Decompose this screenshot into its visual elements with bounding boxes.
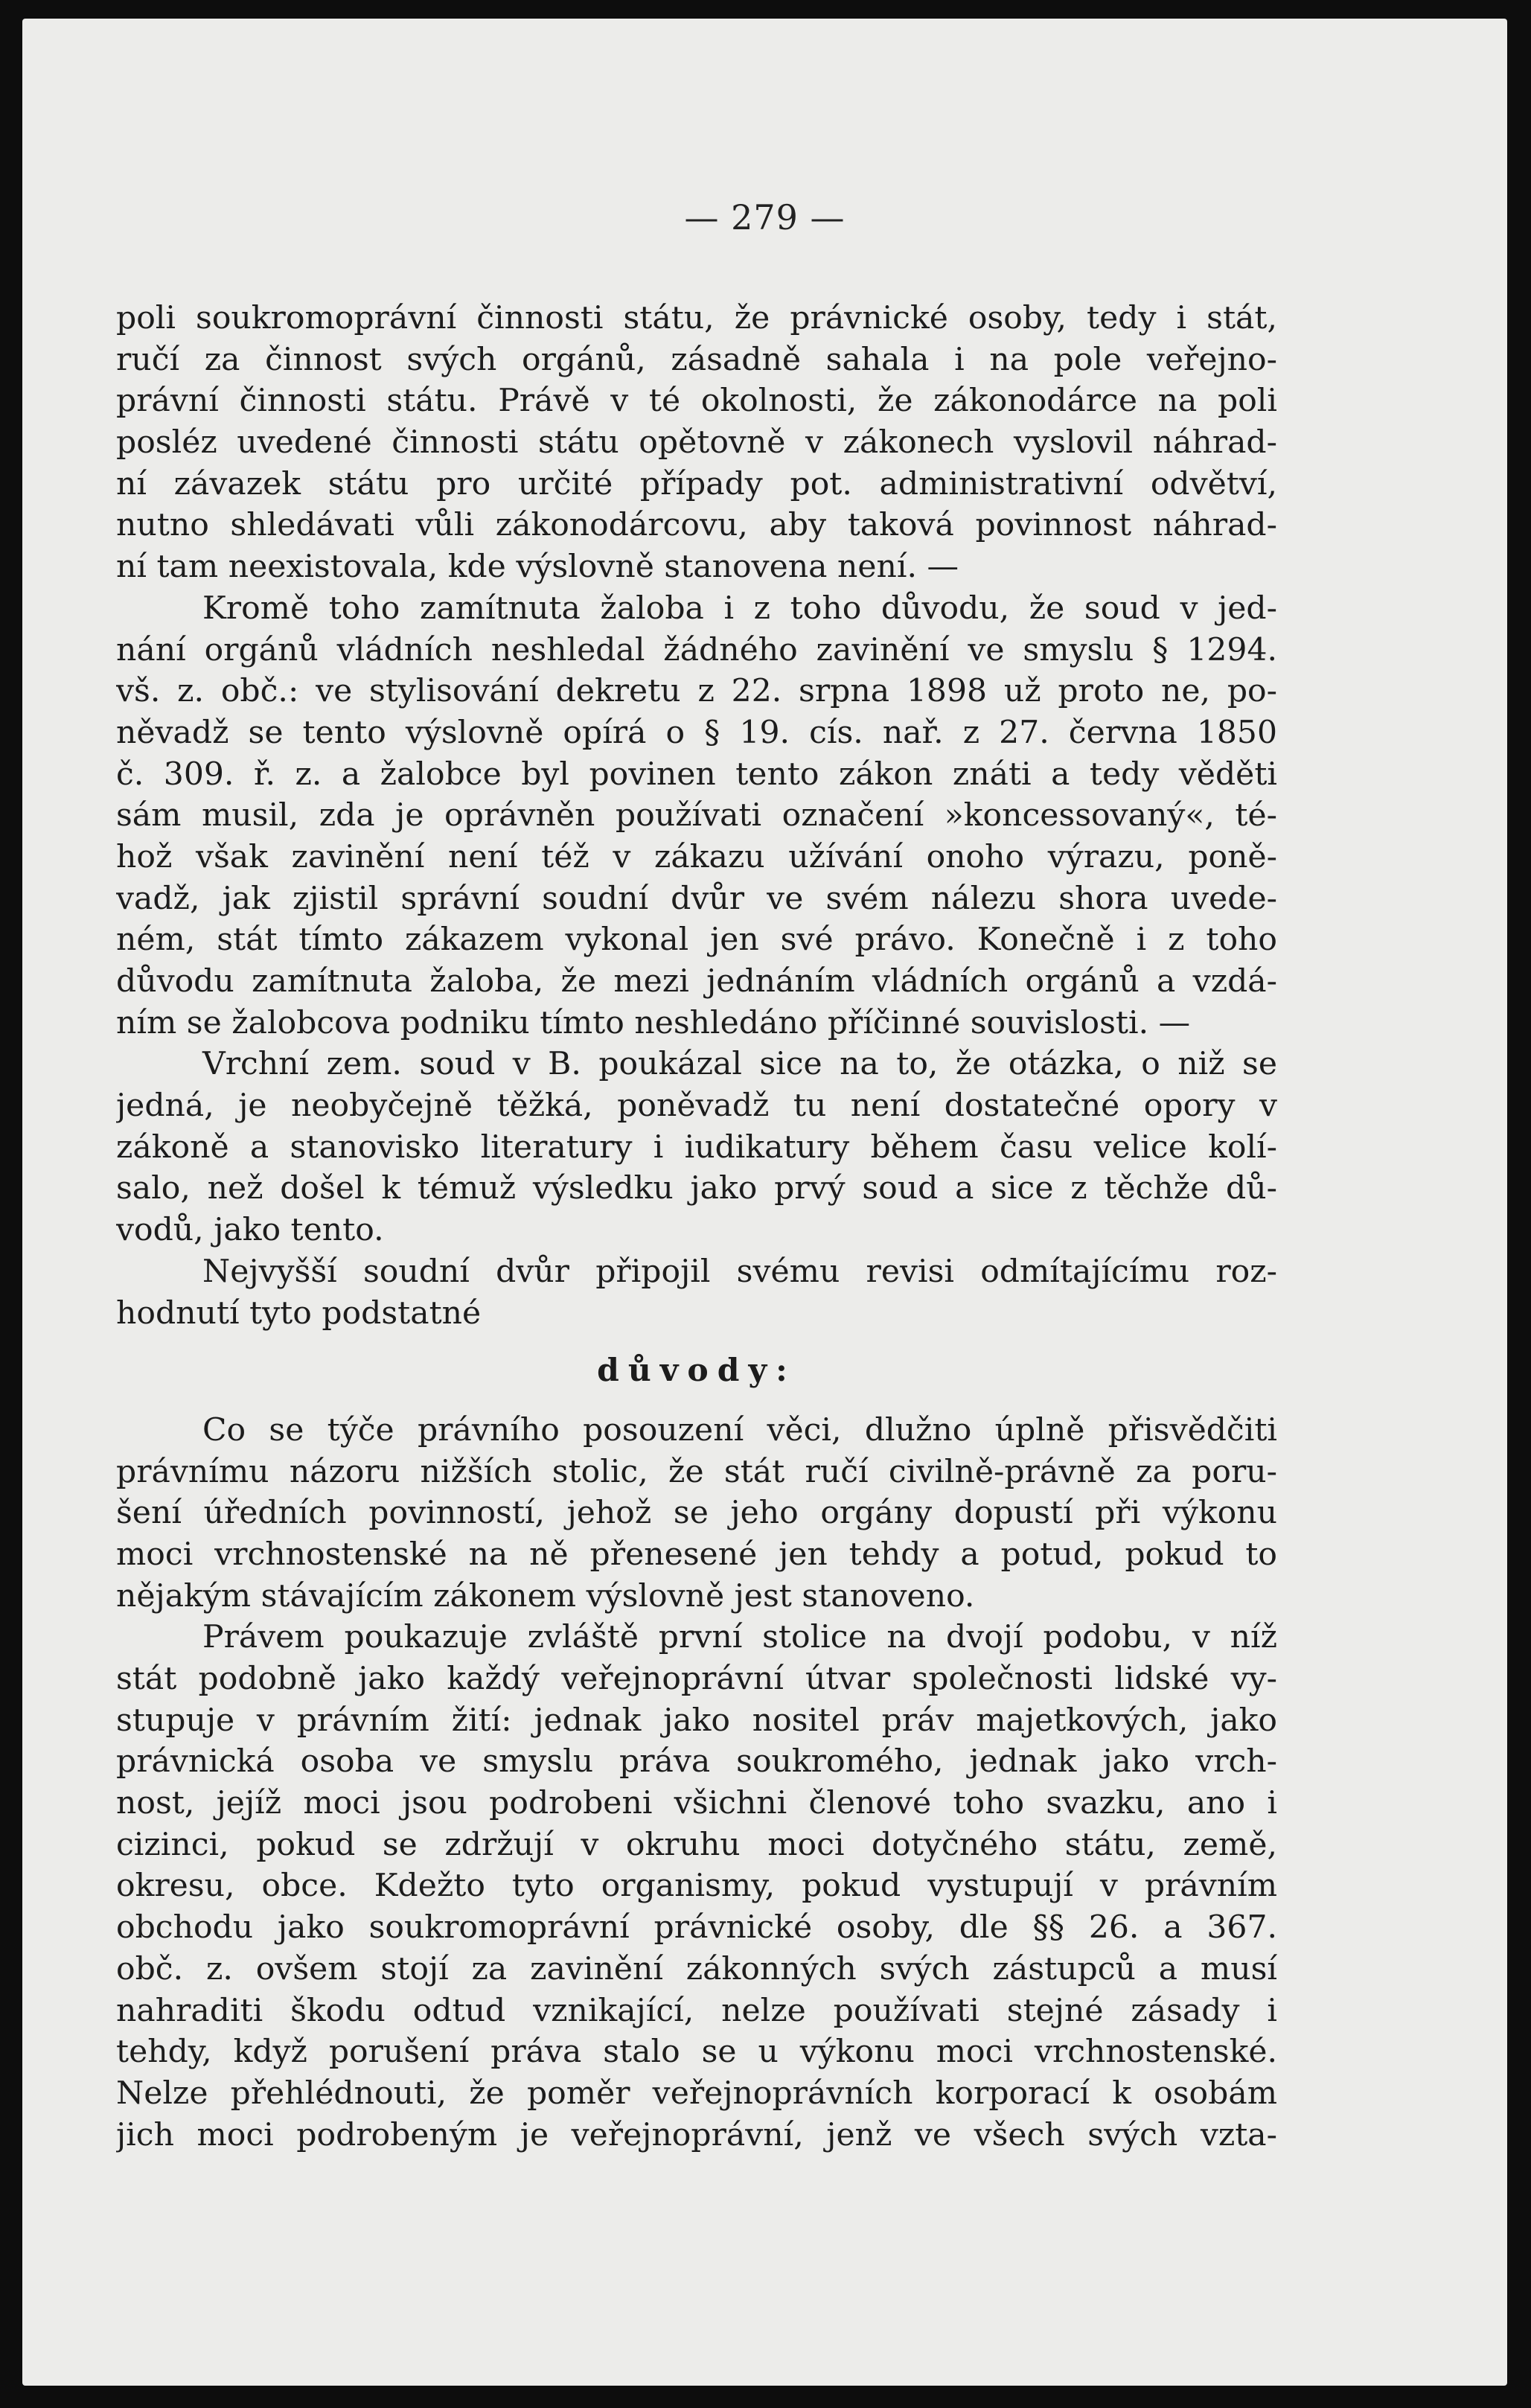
text-line: jich moci podrobeným je veřejnoprávní, jenž ve všech svých vzta- xyxy=(116,2116,1277,2153)
text-line: ním se žalobcova podniku tímto neshledáno příčinné souvislosti. — xyxy=(116,1004,1191,1041)
text-line: nějakým stávajícím zákonem výslovně jest stanoveno. xyxy=(116,1577,975,1615)
text-line: salo, než došel k témuž výsledku jako prvý soud a sice z těchže dů- xyxy=(116,1170,1277,1207)
text-line: ní závazek státu pro určité případy pot. administrativní odvětví, xyxy=(116,465,1277,502)
text-line: nahraditi škodu odtud vznikající, nelze používati stejné zásady i xyxy=(116,1992,1277,2029)
text-line: vodů, jako tento. xyxy=(116,1212,384,1249)
text-line: hodnutí tyto podstatné xyxy=(116,1294,482,1332)
text-line: šení úředních povinností, jehož se jeho orgány dopustí při výkonu xyxy=(116,1495,1277,1532)
text-line: Vrchní zem. soud v B. poukázal sice na to, že otázka, o niž se xyxy=(202,1046,1277,1083)
text-line: posléz uvedené činnosti státu opětovně v zákonech vyslovil náhrad- xyxy=(116,424,1277,462)
text-line: ručí za činnost svých orgánů, zásadně sahala i na pole veřejno- xyxy=(116,341,1277,378)
text-block-after-heading xyxy=(116,1410,1277,2156)
text-line: tehdy, když porušení práva stalo se u výkonu moci vrchnostenské. xyxy=(116,2034,1277,2071)
text-line: jedná, je neobyčejně těžká, poněvadž tu není dostatečné opory v xyxy=(116,1088,1277,1125)
text-line: vš. z. obč.: ve stylisování dekretu z 22. srpna 1898 už proto ne, po- xyxy=(116,673,1277,710)
text-line: ném, stát tímto zákazem vykonal jen své právo. Konečně i z toho xyxy=(116,922,1277,959)
text-block-before-heading xyxy=(116,298,1277,1334)
text-line: vadž, jak zjistil správní soudní dvůr ve svém nálezu shora uvede- xyxy=(116,880,1277,917)
book-page xyxy=(22,19,1507,2386)
section-heading: důvody: xyxy=(597,1352,796,1390)
text-line: Co se týče právního posouzení věci, dlužno úplně přisvědčiti xyxy=(202,1411,1277,1449)
text-line: právnická osoba ve smyslu práva soukromého, jednak jako vrch- xyxy=(116,1743,1277,1781)
text-line: okresu, obce. Kdežto tyto organismy, pokud vystupují v právním xyxy=(116,1868,1277,1905)
text-line: Právem poukazuje zvláště první stolice na dvojí podobu, v níž xyxy=(202,1619,1277,1656)
page-body xyxy=(116,298,1277,2156)
text-line: nutno shledávati vůli zákonodárcovu, aby taková povinnost náhrad- xyxy=(116,507,1277,544)
text-line: hož však zavinění není též v zákazu užívání onoho výrazu, poně- xyxy=(116,838,1277,875)
text-line: ní tam neexistovala, kde výslovně stanovena není. — xyxy=(116,549,959,586)
text-line: cizinci, pokud se zdržují v okruhu moci dotyčného státu, země, xyxy=(116,1826,1277,1863)
text-line: obchodu jako soukromoprávní právnické osoby, dle §§ 26. a 367. xyxy=(116,1909,1277,1946)
text-line: nost, jejíž moci jsou podrobeni všichni členové toho svazku, ano i xyxy=(116,1785,1277,1822)
text-line: něvadž se tento výslovně opírá o § 19. cís. nař. z 27. června 1850 xyxy=(116,714,1277,751)
text-line: právní činnosti státu. Právě v té okolnosti, že zákonodárce na poli xyxy=(116,383,1277,420)
text-line: poli soukromoprávní činnosti státu, že právnické osoby, tedy i stát, xyxy=(116,300,1277,336)
text-line: stupuje v právním žití: jednak jako nositel práv majetkových, jako xyxy=(116,1702,1277,1739)
text-line: moci vrchnostenské na ně přenesené jen tehdy a potud, pokud to xyxy=(116,1536,1277,1573)
text-line: stát podobně jako každý veřejnoprávní útvar společnosti lidské vy- xyxy=(116,1661,1277,1697)
text-line: nání orgánů vládních neshledal žádného zavinění ve smyslu § 1294. xyxy=(116,631,1277,668)
text-line: obč. z. ovšem stojí za zavinění zákonných svých zástupců a musí xyxy=(116,1950,1277,1987)
text-line: důvodu zamítnuta žaloba, že mezi jednáním vládních orgánů a vzdá- xyxy=(116,963,1277,1000)
text-line: právnímu názoru nižších stolic, že stát ručí civilně-právně za poru- xyxy=(116,1453,1277,1490)
page-number: — 279 — xyxy=(684,197,846,237)
text-line: č. 309. ř. z. a žalobce byl povinen tento zákon znáti a tedy věděti xyxy=(116,756,1277,793)
text-line: Nelze přehlédnouti, že poměr veřejnoprávních korporací k osobám xyxy=(116,2075,1277,2112)
text-line: zákoně a stanovisko literatury i iudikatury během času velice kolí- xyxy=(116,1128,1277,1166)
text-line: sám musil, zda je oprávněn používati označení »koncessovaný«, té- xyxy=(116,797,1277,834)
text-line: Kromě toho zamítnuta žaloba i z toho důvodu, že soud v jed- xyxy=(202,590,1277,627)
text-line: Nejvyšší soudní dvůr připojil svému revisi odmítajícímu roz- xyxy=(202,1253,1277,1290)
